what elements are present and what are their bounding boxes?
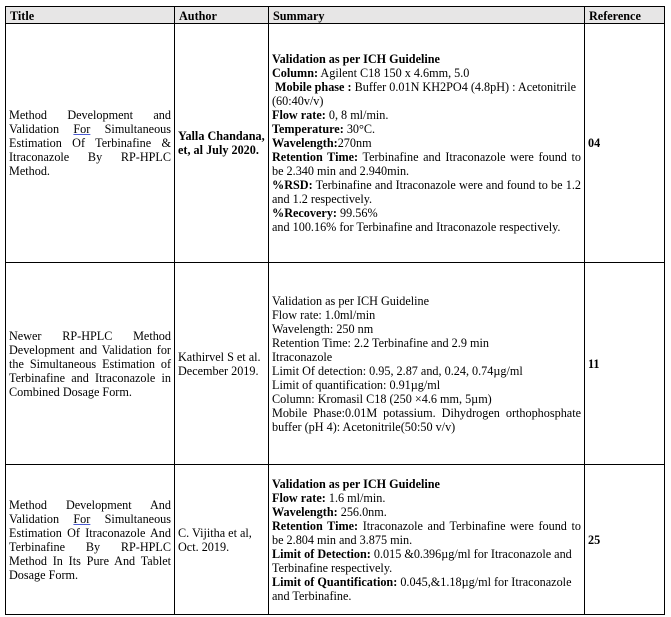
row-summary: Validation as per ICH Guideline Column: Agilent C18 150 x 4.6mm, 5.0 Mobile phase : Buffer 0.01N KH2PO4 (4.8pH) : Acetonitrile (60:40v/v) Flow rate: 0, 8 ml/min. Temperature: 30°C. Wavelength:270nm Retention Time: Terbinafine and Itraconazole were found to be 2.340 min and 2.940min. %RSD: Terbinafine and Itraconazole were and found to be 1.2 and 1.2 respectively. %Recovery: 99.56% and 100.16% for Terbinafine and Itraconazole respectively. (269, 24, 585, 263)
title-link[interactable]: For (73, 511, 91, 526)
title-link[interactable]: For (73, 122, 91, 136)
header-row (6, 7, 665, 24)
row-summary: Validation as per ICH Guideline Flow rate: 1.0ml/min Wavelength: 250 nm Retention Time: 2.2 Terbinafine and 2.9 min Itraconazole Limit Of detection: 0.95, 2.87 and, 0.24, 0.74µg/ml Limit of quantification: 0.91µg/ml Column: Kromasil C18 (250 ×4.6 mm, 5µm) Mobile Phase:0.01M potassium. Dihydrogen orthophosphate buffer (pH 4): Acetonitrile(50:50 v/v) (269, 263, 585, 465)
row-author: Kathirvel S et al. December 2019. (175, 263, 269, 465)
row-author: Yalla Chandana, et, al July 2020. (175, 24, 269, 263)
literature-table (5, 6, 665, 615)
row-reference: 11 (585, 263, 665, 465)
header-title: Title (6, 7, 175, 24)
row-title: Method Development and Validation For Simultaneous Estimation Of Terbinafine & Itraconazole By RP-HPLC Method. (6, 24, 175, 263)
row-reference: 04 (585, 24, 665, 263)
row-reference: 25 (585, 465, 665, 615)
header-author: Author (175, 7, 269, 24)
table-row (6, 465, 665, 615)
table-row (6, 263, 665, 465)
header-reference: Reference (585, 7, 665, 24)
row-title: Method Development And Validation For Simultaneous Estimation Of Itraconazole And Terbinafine By RP-HPLC Method In Its Pure And Tablet Dosage Form. (6, 465, 175, 615)
row-title: Newer RP-HPLC Method Development and Validation for the Simultaneous Estimation of Terbinafine and Itraconazole in Combined Dosage Form. (6, 263, 175, 465)
table-row (6, 24, 665, 263)
row-author: C. Vijitha et al, Oct. 2019. (175, 465, 269, 615)
row-summary: Validation as per ICH Guideline Flow rate: 1.6 ml/min. Wavelength: 256.0nm. Retention Time: Itraconazole and Terbinafine were found to be 2.804 min and 3.875 min. Limit of Detection: 0.015 &0.396µg/ml for Itraconazole and Terbinafine respectively. Limit of Quantification: 0.045,&1.18µg/ml for Itraconazole and Terbinafine. (269, 465, 585, 615)
header-summary: Summary (269, 7, 585, 24)
